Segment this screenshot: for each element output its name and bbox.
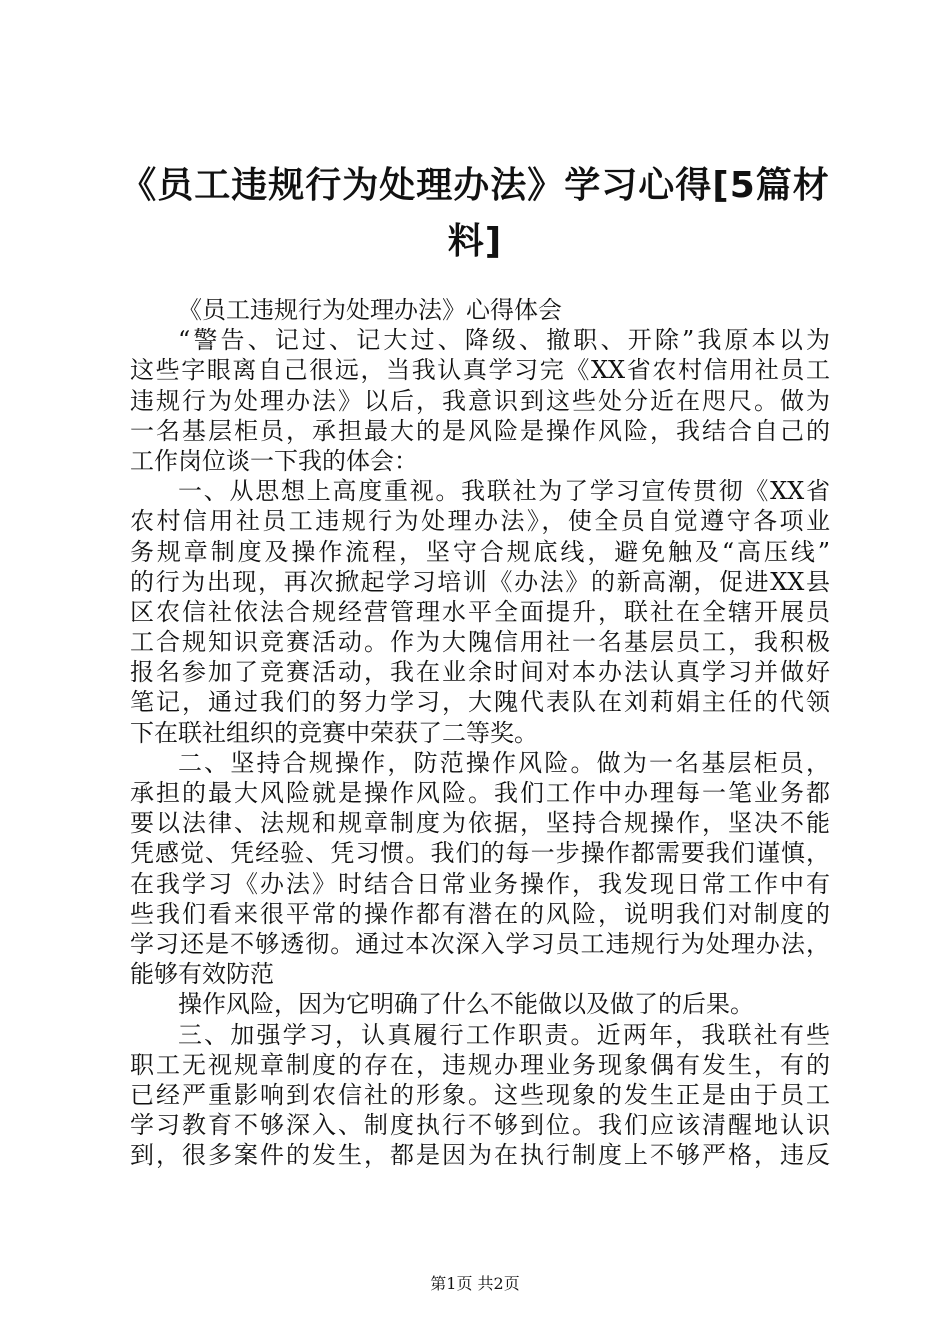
body-line: 已经严重影响到农信社的形象。这些现象的发生正是由于员工 [130,1080,830,1109]
body-line: 操作风险，因为它明确了什么不能做以及做了的后果。 [178,990,754,1019]
body-line: 报名参加了竞赛活动，我在业余时间对本办法认真学习并做好 [130,658,830,687]
body-line: 些我们看来很平常的操作都有潜在的风险，说明我们对制度的 [130,899,830,928]
body-line: 在我学习《办法》时结合日常业务操作，我发现日常工作中有 [130,869,830,898]
body-line: 工作岗位谈一下我的体会： [130,446,418,475]
body-line: 要以法律、法规和规章制度为依据，坚持合规操作，坚决不能 [130,809,830,838]
body-line: 下在联社组织的竞赛中荣获了二等奖。 [130,718,538,747]
body-line: 承担的最大风险就是操作风险。我们工作中办理每一笔业务都 [130,779,830,807]
body-line: 一、从思想上高度重视。我联社为了学习宣传贯彻《XX省 [178,477,830,506]
body-line: 这些字眼离自己很远，当我认真学习完《XX省农村信用社员工 [130,356,830,385]
body-line: 能够有效防范 [130,960,274,989]
body-line: 凭感觉、凭经验、凭习惯。我们的每一步操作都需要我们谨慎， [130,839,830,868]
body-line: 学习还是不够透彻。通过本次深入学习员工违规行为处理办法， [130,929,830,958]
body-line: 违规行为处理办法》以后，我意识到这些处分近在咫尺。做为 [130,386,830,415]
body-line: 工合规知识竞赛活动。作为大隗信用社一名基层员工，我积极 [130,628,830,657]
body-line: 职工无视规章制度的存在，违规办理业务现象偶有发生，有的 [130,1050,830,1079]
body-line: 一名基层柜员，承担最大的是风险是操作风险，我结合自己的 [130,416,830,445]
document-title-line-2: 料] [447,221,503,262]
body-line: “警告、记过、记大过、降级、撤职、开除”我原本以为 [178,326,830,355]
document-body [130,295,830,1170]
subtitle-line: 《员工违规行为处理办法》心得体会 [178,296,562,324]
body-line: 二、坚持合规操作，防范操作风险。做为一名基层柜员， [178,748,830,777]
body-line: 到，很多案件的发生，都是因为在执行制度上不够严格，违反 [130,1141,830,1170]
body-line: 务规章制度及操作流程，坚守合规底线，避免触及“高压线” [130,537,830,566]
body-line: 三、加强学习，认真履行工作职责。近两年，我联社有些 [178,1020,830,1049]
body-line: 笔记，通过我们的努力学习，大隗代表队在刘莉娟主任的代领 [130,688,830,717]
body-line: 区农信社依法合规经营管理水平全面提升，联社在全辖开展员 [130,597,830,626]
body-line: 的行为出现，再次掀起学习培训《办法》的新高潮，促进XX县 [130,567,830,596]
body-line: 农村信用社员工违规行为处理办法》，使全员自觉遵守各项业 [130,507,830,536]
body-line: 学习教育不够深入、制度执行不够到位。我们应该清醒地认识 [130,1111,830,1140]
document-title-line-1: 《员工违规行为处理办法》学习心得[5篇材 [120,165,830,206]
page-footer: 第1页 共2页 [430,1274,520,1293]
